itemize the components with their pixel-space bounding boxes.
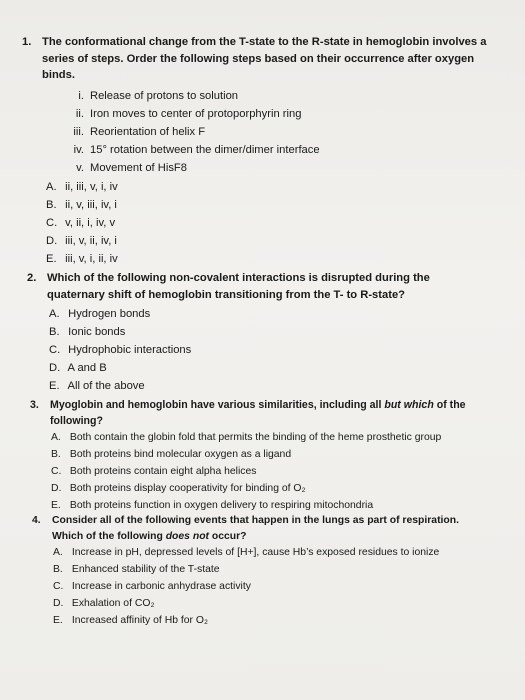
option-text: Increase in pH, depressed levels of [H+], cause Hb’s exposed residues to ionize [71,547,440,558]
option-text: Both proteins display cooperativity for binding of O₂ [69,483,306,494]
option-text: Both proteins contain eight alpha helices [69,466,257,477]
option-text: Enhanced stability of the T-state [71,564,220,575]
question-number: 2. [27,272,37,284]
step-roman: v. [76,162,84,174]
option-letter: B. [51,449,61,460]
question-4 [32,513,490,545]
step-roman: iii. [73,126,84,138]
stem-emphasis: does not [165,531,209,542]
option-text: ii, v, iii, iv, i [65,199,117,211]
option-e[interactable] [46,253,118,265]
option-text: iii, v, i, ii, iv [65,253,118,265]
question-number: 1. [22,36,32,48]
option-text: Both contain the globin fold that permits the binding of the heme prosthetic group [69,432,442,443]
option-e[interactable] [53,615,208,626]
option-d[interactable] [49,362,107,374]
question-stem [50,397,470,429]
stem-text: Myoglobin and hemoglobin have various similarities, including all [50,399,385,411]
step-ii [62,108,301,120]
option-letter: E. [53,615,63,626]
option-b[interactable] [53,564,220,575]
option-letter: E. [46,253,57,265]
step-i [62,90,238,102]
option-b[interactable] [49,326,125,338]
option-b[interactable] [51,449,291,460]
option-b[interactable] [46,199,117,211]
question-number: 4. [32,515,41,526]
stem-text: Consider all of the following events that happen in the lungs as part of respiration. Which of the following [52,515,460,542]
step-roman: iv. [73,144,84,156]
option-letter: C. [51,466,62,477]
option-d[interactable] [51,483,306,494]
option-letter: A. [51,432,61,443]
option-letter: A. [53,547,63,558]
step-v [62,162,187,174]
option-text: Both proteins bind molecular oxygen as a ligand [69,449,292,460]
step-roman: i. [78,90,84,102]
option-text: A and B [67,362,107,374]
stem-text: occur? [209,531,247,542]
option-letter: E. [51,500,61,511]
option-letter: A. [46,181,57,193]
option-letter: D. [49,362,61,374]
option-letter: E. [49,380,60,392]
option-c[interactable] [53,581,251,592]
step-iv [62,144,320,156]
question-stem: The conformational change from the T-state to the R-state in hemoglobin involves a series of steps. Order the following steps based on their occurrence after oxygen binds. [42,36,487,81]
step-text: Release of protons to solution [90,90,239,102]
step-iii [62,126,205,138]
option-c[interactable] [51,466,256,477]
question-3 [30,397,470,429]
step-roman: ii. [75,108,84,120]
option-letter: C. [49,344,61,356]
option-letter: D. [53,598,64,609]
option-d[interactable] [46,235,117,247]
option-letter: D. [46,235,58,247]
option-text: v, ii, i, iv, v [65,217,116,229]
option-a[interactable] [49,308,150,320]
question-stem [52,513,490,545]
step-text: 15° rotation between the dimer/dimer interface [90,144,320,156]
option-text: Exhalation of CO₂ [71,598,155,609]
option-letter: C. [46,217,58,229]
option-text: All of the above [67,380,145,392]
step-text: Reorientation of helix F [90,126,206,138]
question-stem: Which of the following non-covalent interactions is disrupted during the quaternary shift of hemoglobin transitioning from the T- to R-state? [47,272,430,301]
option-a[interactable] [51,432,441,443]
option-text: Ionic bonds [68,326,126,338]
option-letter: A. [49,308,60,320]
option-c[interactable] [46,217,115,229]
step-text: Movement of HisF8 [90,162,187,174]
option-a[interactable] [53,547,439,558]
question-1 [22,34,502,84]
option-letter: C. [53,581,64,592]
stem-emphasis: but which [384,399,434,411]
option-a[interactable] [46,181,118,193]
step-text: Iron moves to center of protoporphyrin ring [90,108,302,120]
option-text: Increase in carbonic anhydrase activity [71,581,251,592]
stem-text: of the following? [50,399,466,427]
option-c[interactable] [49,344,191,356]
option-letter: B. [53,564,63,575]
option-text: Both proteins function in oxygen delivery to respiring mitochondria [69,500,374,511]
question-number: 3. [30,399,39,411]
option-text: iii, v, ii, iv, i [65,235,117,247]
option-letter: B. [49,326,60,338]
option-text: Hydrophobic interactions [68,344,192,356]
option-e[interactable] [51,500,373,511]
option-e[interactable] [49,380,145,392]
option-text: Hydrogen bonds [68,308,151,320]
question-2 [27,270,475,303]
option-letter: D. [51,483,62,494]
option-letter: B. [46,199,57,211]
option-text: Increased affinity of Hb for O₂ [71,615,208,626]
option-d[interactable] [53,598,154,609]
option-text: ii, iii, v, i, iv [65,181,118,193]
